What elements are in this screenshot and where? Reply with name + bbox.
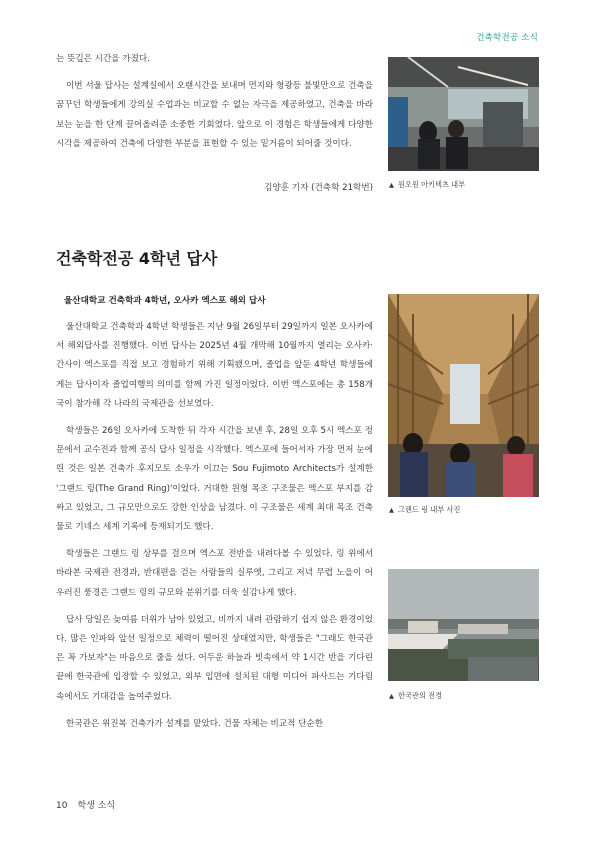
paragraph: 는 뜻깊은 시간을 가졌다.: [56, 54, 150, 64]
photo-caption: [389, 180, 465, 190]
triangle-icon: ▲: [389, 506, 394, 514]
korea-pavilion-photo: [388, 569, 539, 681]
article-body: [56, 318, 373, 734]
triangle-icon: ▲: [389, 692, 394, 700]
grand-ring-photo: [388, 294, 539, 497]
page-footer: [56, 798, 115, 811]
photo-interior-office-icon: [388, 57, 539, 171]
photo-korea-pavilion-icon: [388, 569, 539, 681]
paragraph: 학생들은 그랜드 링 상부를 걸으며 엑스포 전반을 내려다볼 수 있었다. 링 위에서 바라본 국제관 전경과, 반대편을 걷는 사람들의 실루엣, 그리고 저녁 무렵 노을이 어우러진 풍경은 그랜드 링의 규모와 분위기를 더욱 실감나게 했다.: [56, 549, 373, 598]
photo-grand-ring-icon: [388, 294, 539, 497]
triangle-icon: ▲: [389, 181, 394, 189]
footer-section: 학생 소식: [77, 801, 116, 811]
photo-caption: [389, 691, 442, 701]
caption-text: 한국관의 전경: [398, 691, 442, 700]
byline: 김양훈 기자 (건축학 21학번): [264, 183, 373, 193]
paragraph: 답사 당일은 늦여름 더위가 남아 있었고, 비까지 내려 관람하기 쉽지 않은 환경이었다. 많은 인파와 앞선 일정으로 체력이 떨어진 상태였지만, 학생들은 "그래도 한국관은 꼭 가보자"는 마음으로 줄을 섰다. 어두운 하늘과 빗속에서 약 1시간 반을 기다린 끝에 한국관에 입장할 수 있었고, 외부 입면에 설치된 대형 미디어 파사드는 기다림 속에서도 기대감을 높여주었다.: [56, 614, 373, 702]
caption-text: 원오원 아키텍츠 내부: [398, 180, 466, 189]
paragraph: 울산대학교 건축학과 4학년 학생들은 지난 9월 26일부터 29일까지 일본 오사카에서 해외답사를 진행했다. 이번 답사는 2025년 4월 개막해 10월까지 열리는 오사카·간사이 엑스포를 직접 보고 경험하기 위해 기획됐으며, 졸업을 앞둔 4학년 학생들에게는 답사이자 졸업여행의 의미를 함께 가진 일정이었다. 이번 엑스포에는 총 158개국이 참가해 각 나라의 국제관을 선보였다.: [56, 322, 373, 409]
article-subtitle: 울산대학교 건축학과 4학년, 오사카 엑스포 해외 답사: [64, 296, 266, 306]
paragraph: 학생들은 26일 오사카에 도착한 뒤 각자 시간을 보낸 후, 28일 오후 5시 엑스포 정문에서 교수진과 함께 공식 답사 일정을 시작했다. 엑스포에 들어서자 가장 먼저 눈에 띈 것은 일본 건축가 후지모토 소우가 이끄는 Sou Fujimoto Architects가 설계한 '그랜드 링(The Grand Ring)'이었다. 거대한 원형 목조 구조물은 엑스포 부지를 감싸고 있었고, 그 규모만으로도 강한 인상을 남겼다. 이 구조물은 세계 최대 목조 건축물로 기네스 세계 기록에 등재되기도 했다.: [56, 426, 373, 533]
caption-text: 그랜드 링 내부 사진: [398, 505, 461, 514]
section-title: 건축학전공 4학년 답사: [56, 249, 218, 268]
article-continuation: [56, 50, 373, 154]
photo-caption: [389, 505, 460, 515]
paragraph: 이번 서울 답사는 설계실에서 오랜시간을 보내며 먼지와 형광등 불빛만으로 건축을 꿈꾸던 학생들에게 강의실 수업과는 비교할 수 없는 자극을 제공하였고, 건축을 바라보는 눈을 한 단계 끌어올려준 소중한 기회였다. 앞으로 이 경험은 학생들에게 다양한 시각을 제공하여 건축에 다양한 부분을 표현할 수 있는 밑거름이 되어줄 것이다.: [56, 81, 373, 149]
page-number: 10: [56, 801, 68, 811]
running-header: 건축학전공 소식: [476, 33, 538, 43]
paragraph: 한국관은 위진복 건축가가 설계를 맡았다. 건물 자체는 비교적 단순한: [66, 718, 324, 729]
office-interior-photo: [388, 57, 539, 171]
